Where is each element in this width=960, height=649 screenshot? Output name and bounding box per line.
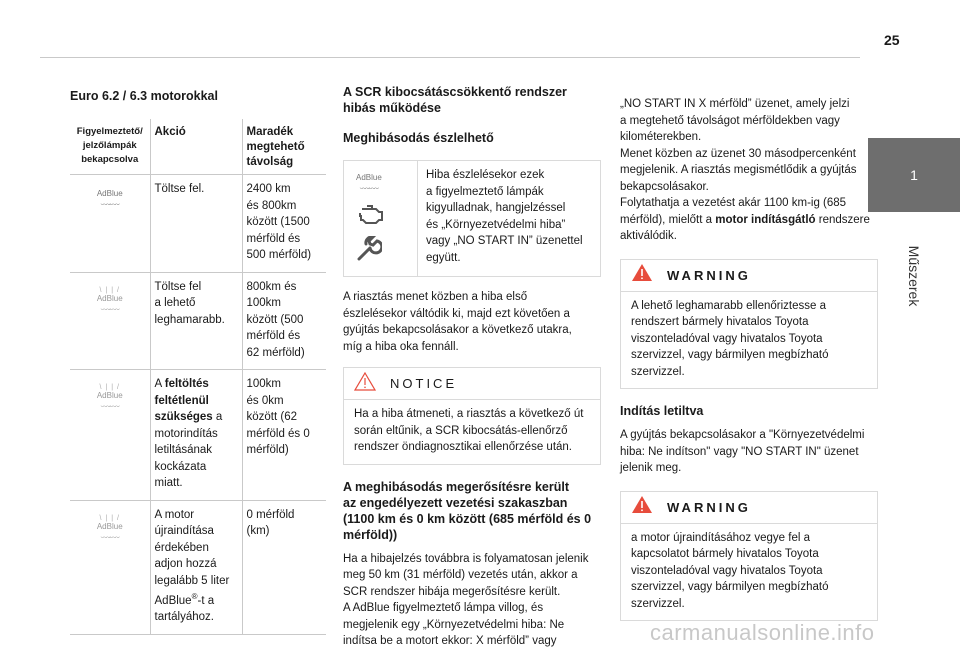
warning-title-2: WARNING xyxy=(667,499,751,515)
warning-triangle-icon xyxy=(631,495,653,519)
indicator-cell xyxy=(70,500,150,634)
adblue-table xyxy=(70,119,326,635)
chapter-label xyxy=(868,216,960,336)
wrench-icon xyxy=(356,236,417,267)
notice-box xyxy=(343,367,601,465)
table-row xyxy=(70,500,326,634)
caution-triangle-icon xyxy=(354,372,376,396)
warning-triangle-icon xyxy=(631,263,653,287)
column-2 xyxy=(343,84,601,649)
subheading-fault-detected: Meghibásodás észlelhető xyxy=(343,131,494,145)
distance-cell: 100km és 0km között (62 mérföld és 0 mérföld) xyxy=(242,370,326,501)
table-row xyxy=(70,370,326,501)
indicator-cell xyxy=(70,175,150,273)
confirmed-paragraph: Ha a hibajelzés továbbra is folyamatosan jelenik meg 50 km (31 mérföld) vezetés után, akkor a SCR rendszer hibája megerősítésre került. A AdBlue figyelmeztető lámpa villog, és megjelenik egy „Környezetvédelmi hiba: Ne indítsa be a motort ekkor: X mérföld” vagy xyxy=(343,552,589,647)
distance-cell: 800km és 100km között (500 mérföld és 62 mérföld) xyxy=(242,272,326,370)
action-cell: A motor újraindítása érdekében adjon hozzá legalább 5 liter AdBlue®-t a tartályához. xyxy=(150,500,242,634)
distance-cell: 2400 km és 800km között (1500 mérföld és 500 mérföld) xyxy=(242,175,326,273)
header-action: Akció xyxy=(150,119,242,175)
start-disabled-paragraph: A gyújtás bekapcsolásakor a "Környezetvédelmi hiba: Ne indítson" vagy "NO START IN" üzenet jelenik meg. xyxy=(620,429,865,474)
table-row xyxy=(70,272,326,370)
notice-title: NOTICE xyxy=(390,376,458,391)
fault-description: Hiba észlelésekor ezek a figyelmeztető lámpák kigyulladnak, hangjelzéssel és „Környezetvédelmi hiba” vagy „NO START IN” üzenettel együtt. xyxy=(426,169,583,264)
chapter-label-text: Műszerek xyxy=(906,245,922,307)
fault-icons xyxy=(344,161,418,276)
adblue-icon: AdBlue ﹏﹏ xyxy=(96,189,123,207)
column-1 xyxy=(70,88,326,635)
warning-title-1: WARNING xyxy=(667,267,751,283)
notice-text: Ha a hiba átmeneti, a riasztás a következő út során eltűnik, a SCR kibocsátás-ellenőrző rendszer öndiagnosztikai ellenőrzése után. xyxy=(354,408,584,453)
action-cell: Töltse fel a lehető leghamarabb. xyxy=(150,272,242,370)
section-heading-start-disabled: Indítás letiltva xyxy=(620,404,704,418)
adblue-flashing-icon: \ | | / AdBlue ﹏﹏ xyxy=(96,384,123,409)
chapter-tab[interactable]: 1 xyxy=(868,138,960,212)
adblue-icon-text: AdBlue xyxy=(356,173,382,182)
notice-header xyxy=(344,368,600,400)
warning-header-1 xyxy=(621,260,877,292)
table-header-row xyxy=(70,119,326,175)
indicator-cell xyxy=(70,272,150,370)
action-cell: Töltse fel. xyxy=(150,175,242,273)
header-indicator: Figyelmeztető/ jelzőlámpák bekapcsolva xyxy=(70,119,150,175)
indicator-cell xyxy=(70,370,150,501)
warning-box-2 xyxy=(620,491,878,622)
driving-paragraph: „NO START IN X mérföld” üzenet, amely jelzi a megtehető távolságot mérföldekben vagy kilométerekben. Menet közben az üzenet 30 másodpercenként megjelenik. A riasztás megismétlődik a gyújtás bekapcsolásakor. Folytathatja a vezetést akár 1100 km-ig (685 mérföld), mielőtt a motor indításgátló rendszere aktiválódik. xyxy=(620,98,870,242)
watermark-footer: carmanualsonline.info xyxy=(650,620,875,645)
warning-text-2: a motor újraindításához vegye fel a kapcsolatot bármely hivatalos Toyota viszonteladóval vagy hivatalos Toyota szervizzel, vagy bármilyen megbízható szervizzel. xyxy=(631,531,829,610)
table-body xyxy=(70,175,326,635)
table-row xyxy=(70,175,326,273)
page-number: 25 xyxy=(884,32,900,48)
header-distance: Maradék megtehető távolság xyxy=(242,119,326,175)
warning-header-2 xyxy=(621,492,877,524)
distance-cell: 0 mérföld (km) xyxy=(242,500,326,634)
adblue-flashing-icon: \ | | / AdBlue ﹏﹏ xyxy=(96,286,123,312)
top-rule xyxy=(40,57,860,58)
fault-indicator-box xyxy=(343,160,601,277)
adblue-icon: AdBlue ﹏﹏ xyxy=(356,173,382,191)
section-heading-euro: Euro 6.2 / 6.3 motorokkal xyxy=(70,89,218,103)
warning-box-1 xyxy=(620,259,878,390)
engine-icon xyxy=(356,203,417,230)
warning-text-1: A lehető leghamarabb ellenőriztesse a rendszert bármely hivatalos Toyota viszonteladóval vagy hivatalos Toyota szervizzel, vagy bármilyen megbízható szervizzel. xyxy=(631,299,829,378)
section-heading-confirmed: A meghibásodás megerősítésre került az engedélyezett vezetési szakaszban (1100 km és 0 km között (685 mérföld és 0 mérföld)) xyxy=(343,479,592,542)
action-cell: A feltöltés feltétlenül szükséges a motorindítás letiltásának kockázata miatt. xyxy=(150,370,242,501)
adblue-flashing-icon: \ | | / AdBlue ﹏﹏ xyxy=(96,514,123,540)
alert-paragraph: A riasztás menet közben a hiba első észlelésekor váltódik ki, majd ezt követően a gyújtás bekapcsolásakor a következő utakra, míg a hiba oka fennáll. xyxy=(343,291,572,353)
column-3 xyxy=(620,96,874,621)
section-heading-scr: A SCR kibocsátáscsökkentő rendszer hibás működése xyxy=(343,85,567,115)
